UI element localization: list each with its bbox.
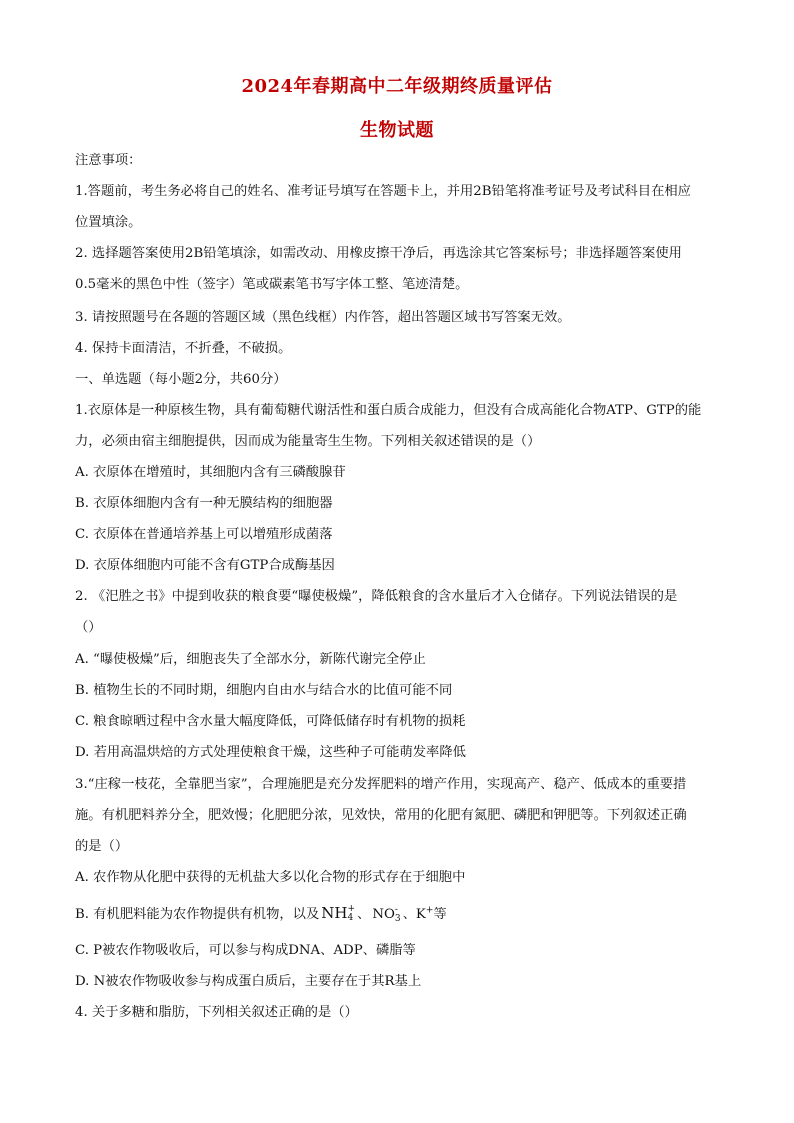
notice-item: 4. 保持卡面清洁，不折叠，不破损。 (75, 341, 292, 356)
q2-option-c: C. 粮食晾晒过程中含水量大幅度降低，可降低储存时有机物的损耗 (75, 714, 466, 729)
exam-subject: 生物试题 (360, 120, 434, 141)
potassium-formula: K+ (415, 905, 434, 922)
q4-stem: 4. 关于多糖和脂肪，下列相关叙述正确的是（） (75, 1005, 358, 1020)
q1-stem: 力，必须由宿主细胞提供，因而成为能量寄生生物。下列相关叙述错误的是（） (75, 434, 541, 449)
q3-option-c: C. P被农作物吸收后，可以参与构成DNA、ADP、磷脂等 (75, 943, 416, 958)
q3-option-b: B. 有机肥料能为农作物提供有机物，以及 NH + 4 、 NO - 3 、K+等 (75, 904, 447, 924)
notice-item: 1.答题前，考生务必将自己的姓名、准考证号填写在答题卡上，并用2B铅笔将准考证号及考试科目在相应 (75, 184, 691, 199)
q3-option-d: D. N被农作物吸收参与构成蛋白质后，主要存在于其R基上 (75, 974, 422, 989)
q1-option-a: A. 衣原体在增殖时，其细胞内含有三磷酸腺苷 (75, 465, 346, 480)
q3-stem: 3.“庄稼一枝花，全靠肥当家”，合理施肥是充分发挥肥料的增产作用，实现高产、稳产、低成本的重要措 (75, 777, 687, 792)
notice-heading: 注意事项： (75, 153, 142, 168)
q1-option-c: C. 衣原体在普通培养基上可以增殖形成菌落 (75, 527, 333, 542)
q3-option-a: A. 农作物从化肥中获得的无机盐大多以化合物的形式存在于细胞中 (75, 870, 466, 885)
exam-title: 2024年春期高中二年级期终质量评估 (241, 76, 553, 97)
nitrate-formula: NO - 3 (372, 904, 401, 924)
ammonium-formula: NH + 4 (321, 904, 356, 923)
q3-stem: 的是（） (75, 839, 129, 854)
q2-option-d: D. 若用高温烘焙的方式处理使粮食干燥，这些种子可能萌发率降低 (75, 745, 466, 760)
notice-item: 2. 选择题答案使用2B铅笔填涂，如需改动、用橡皮擦干净后，再选涂其它答案标号；非选择题答案使用 (75, 246, 682, 261)
q2-option-b: B. 植物生长的不同时期，细胞内自由水与结合水的比值可能不同 (75, 683, 453, 698)
q3-option-b-text: B. 有机肥料能为农作物提供有机物，以及 (75, 907, 320, 922)
q2-option-a: A. “曝使极燥”后，细胞丧失了全部水分，新陈代谢完全停止 (75, 652, 426, 667)
notice-item: 0.5毫米的黑色中性（签字）笔或碳素笔书写字体工整、笔迹清楚。 (75, 277, 469, 292)
q1-option-b: B. 衣原体细胞内含有一种无膜结构的细胞器 (75, 496, 333, 511)
q3-stem: 施。有机肥料养分全，肥效慢；化肥肥分浓，见效快，常用的化肥有氮肥、磷肥和钾肥等。下列叙述正确 (75, 808, 687, 823)
q2-stem: （） (75, 620, 102, 635)
section-heading: 一、单选题（每小题2分，共60分） (75, 372, 287, 387)
notice-item: 3. 请按照题号在各题的答题区域（黑色线框）内作答，超出答题区域书写答案无效。 (75, 310, 571, 325)
notice-item: 位置填涂。 (75, 215, 142, 230)
q1-stem: 1.衣原体是一种原核生物，具有葡萄糖代谢活性和蛋白质合成能力，但没有合成高能化合物ATP、GTP的能 (75, 403, 702, 418)
q2-stem: 2. 《汜胜之书》中提到收获的粮食要“曝使极燥”，降低粮食的含水量后才入仓储存。下列说法错误的是 (75, 589, 678, 604)
q1-option-d: D. 衣原体细胞内可能不含有GTP合成酶基因 (75, 558, 335, 573)
